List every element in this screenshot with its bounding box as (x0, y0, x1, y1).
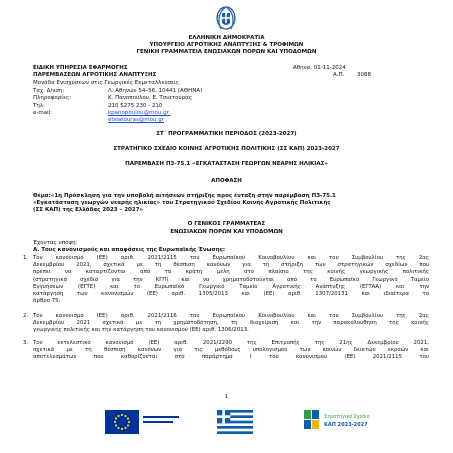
greek-emblem-icon (212, 3, 240, 33)
list-item-line: (στρατηγικά σχέδια για την ΚΓΠ) και να χρηματοδοτούνται από το Ευρωπαϊκό Γεωργικό Ταμείο (33, 276, 429, 283)
list-item-number: 3. (23, 340, 29, 346)
greek-flag-icon (217, 410, 253, 434)
phone-value: 210 5275 230 - 210 (108, 103, 163, 109)
decision-title: ΑΠΟΦΑΣΗ (211, 178, 242, 184)
protocol-label: Α.Π. (333, 72, 345, 78)
info-value: Κ. Πανοπούλου, Ε. Τσιατούρας (108, 95, 192, 101)
list-item-line: Τον εκτελεστικό κανονισμό (ΕΕ) αριθ. 2021/2290 της Επιτροπής της 21ης Δεκεμβρίου 2021, (33, 340, 429, 346)
period-title: ΣΤ΄ ΠΡΟΓΡΑΜΜΑΤΙΚΗ ΠΕΡΙΟΔΟΣ (2023-2027) (156, 131, 297, 137)
phone-label: Τηλ: (33, 103, 45, 109)
header-line-2: ΥΠΟΥΡΓΕΙΟ ΑΓΡΟΤΙΚΗΣ ΑΝΑΠΤΥΞΗΣ & ΤΡΟΦΙΜΩΝ (149, 42, 304, 48)
subject-line-2: «Εγκατάσταση γεωργών νεαρής ηλικίας» του Στρατηγικού Σχεδίου Κοινής Αγροτικής Πολιτικής (33, 200, 331, 206)
list-item-line: Δεκεμβρίου 2021 σχετικά με τη χρηματοδότηση, τη διαχείριση και την παρακολούθηση της κοινής (33, 320, 429, 327)
strategic-plan-logo-icon (303, 409, 321, 431)
email-label: e-mail: (33, 110, 53, 116)
list-item (23, 340, 429, 362)
subject-line-1: Θέμα:«1η Πρόσκληση για την υποβολή αιτήσεων στήριξης προς ένταξη στην παρέμβαση Π3-75.1 (33, 193, 336, 199)
list-item-line: γεωργικής πολιτικής και την κατάργηση του κανονισμού (ΕΕ) αριθ. 1306/2013. (33, 327, 249, 334)
address-value: Λ. Αθηνών 54–56, 10441 (ΑΘΗΝΑ) (108, 88, 203, 94)
strategic-plan-label-2: ΚΑΠ 2023-2027 (324, 422, 368, 428)
document-date: Αθηνα, 01-11-2024 (293, 65, 346, 71)
list-item-line: σχετικά με τη θέσπιση κανόνων για τις μεθόδους υπολογισμού των κοινών δεικτών εκροών και (33, 347, 429, 354)
list-item-line: άρθρο 75. (33, 298, 61, 305)
section-a-heading: Α. Τους κανονισμούς και αποφάσεις της Ευρωπαϊκής Ένωσης: (33, 247, 226, 253)
list-item-line: Τον κανονισμό (ΕΕ) αριθ. 2021/2115 του Ευρωπαϊκού Κοινοβουλίου και του Συμβουλίου της 2ας (33, 255, 429, 261)
sender-department: ΠΑΡΕΜΒΑΣΕΩΝ ΑΓΡΟΤΙΚΗΣ ΑΝΑΠΤΥΞΗΣ (33, 72, 157, 78)
list-item-line: κατάργηση των κανονισμών (ΕΕ) αριθ. 1305/2013 και (ΕΕ) αριθ. 1307/20131 και ιδιαίτερα το (33, 291, 429, 298)
list-item (23, 313, 429, 335)
header-line-1: ΕΛΛΗΝΙΚΗ ΔΗΜΟΚΡΑΤΙΑ (188, 35, 265, 41)
protocol-number: 3088 (357, 72, 371, 78)
subject-line-3: (ΣΣ ΚΑΠ) της Ελλάδας 2023 – 2027» (33, 207, 144, 213)
list-item-line: πρέπει να καταρτίζονται από τα κράτη μέλη στο πλαίσιο της κοινής γεωργικής πολιτικής (33, 269, 429, 276)
list-item-number: 2. (23, 313, 29, 319)
email-link-1[interactable]: kpanopoulou@mou.gr, (108, 110, 171, 116)
list-item-line: Εγγυήσεων (ΕΓΤΕ) και το Ευρωπαϊκό Γεωργικό Ταμείο Αγροτικής Ανάπτυξης (ΕΓΤΑΑ) και την (33, 283, 429, 290)
eu-funding-text-graphic (143, 421, 173, 423)
intervention-title: ΠΑΡΕΜΒΑΣΗ Π3-75.1 «ΕΓΚΑΤΑΣΤΑΣΗ ΓΕΩΡΓΩΝ ΝΕΑΡΗΣ ΗΛΙΚΙΑΣ» (125, 161, 328, 167)
email-link-2[interactable]: etsiatouras@mou.gr (108, 117, 165, 123)
considering-label: Έχοντας υπόψη: (33, 240, 78, 246)
authority-line-2: ΕΝΩΣΙΑΚΩΝ ΠΟΡΩΝ ΚΑΙ ΥΠΟΔΟΜΩΝ (170, 229, 283, 235)
authority-line-1: Ο ΓΕΝΙΚΟΣ ΓΡΑΜΜΑΤΕΑΣ (187, 221, 266, 227)
sender-service: ΕΙΔΙΚΗ ΥΠΗΡΕΣΙΑ ΕΦΑΡΜΟΓΗΣ (33, 65, 128, 71)
strategic-plan-label-1: Στρατηγικό Σχέδιο (324, 415, 370, 420)
list-item (23, 255, 429, 305)
list-item-line: Τον κανονισμό (ΕΕ) αριθ. 2021/2116 του Ευρωπαϊκού Κοινοβουλίου και του Συμβουλίου της 2ας (33, 313, 429, 319)
eu-flag-icon (105, 410, 139, 434)
header-line-3: ΓΕΝΙΚΗ ΓΡΑΜΜΑΤΕΙΑ ΕΝΩΣΙΑΚΩΝ ΠΟΡΩΝ ΚΑΙ ΥΠΟΔΟΜΩΝ (136, 49, 317, 55)
footer-logo-strip (93, 407, 383, 441)
list-item-number: 1. (23, 255, 29, 261)
info-label: Πληροφορίες: (33, 95, 72, 101)
list-item-line: Δεκεμβρίου 2021, σχετικά με τη θέσπιση κανόνων για τη στήριξη των στρατηγικών σχεδίων που (33, 262, 429, 269)
list-item-line: αποτελεσμάτων που καθορίζονται στο παράρτημα I του κανονισμού (ΕΕ) 2021/2115 του (33, 354, 429, 361)
plan-title: ΣΤΡΑΤΗΓΙΚΟ ΣΧΕΔΙΟ ΚΟΙΝΗΣ ΑΓΡΟΤΙΚΗΣ ΠΟΛΙΤΙΚΗΣ (ΣΣ ΚΑΠ) 2023-2027 (113, 146, 340, 152)
sender-unit: Μονάδα Ενισχύσεων στις Γεωργικές Εκμεταλλεύσεις (33, 80, 180, 86)
address-label: Ταχ. Δ/νση: (33, 88, 65, 94)
page-number: 1 (224, 394, 229, 400)
eu-funding-text-graphic (143, 416, 179, 418)
